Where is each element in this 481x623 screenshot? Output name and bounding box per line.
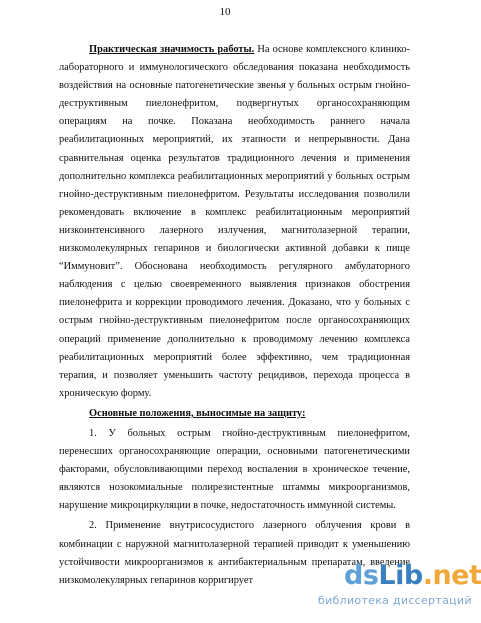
document-body bbox=[59, 41, 410, 590]
provision-item-1: 1. У больных острым гнойно-деструктивным пиелонефритом, перенесших органосохраняющие операции, основными патогенетическими факторами, обусловливающими переход воспаления в хроническое течение, являются нозокомиальные полирезистентные штаммы микроорганизмов, нарушение микроциркуляции в почке, недостаточность иммунной системы. bbox=[59, 427, 410, 512]
section-heading-practical: Практическая значимость работы. bbox=[89, 44, 255, 55]
defense-provisions-heading-line bbox=[59, 405, 410, 423]
practical-significance-text: На основе комплексного клинико-лабораторного и иммунологического обследования показана необходимость воздействия на основные патогенетические звенья у больных острым гнойно-деструктивным пиелонефритом, подвергнутых органосохраняющим операциям на почке. Показана необходимость раннего начала реабилитационных мероприятий, их этапности и непрерывности. Дана сравнительная оценка результатов традиционного лечения и применения дополнительно комплекса реабилитационных мероприятий у больных острым гнойно-деструктивным пиелонефритом. Результаты исследования позволили рекомендовать включение в комплекс реабилитационным мероприятий низкоинтенсивного лазерного излучения, магнитолазерной терапии, низкомолекулярных гепаринов и биологически активной добавки к пище “Иммуновит”. Обоснована необходимость регулярного амбулаторного наблюдения с целью своевременного выявления признаков обострения пиелонефрита и коррекции проводимого лечения. Доказано, что у больных с острым гнойно-деструктивным пиелонефритом после органосохраняющих операций применение дополнительно к проводимому лечению комплекса реабилитационных мероприятий более эффективно, чем традиционная терапия, и позволяет уменьшить частоту рецидивов, перехода процесса в хроническую форму. bbox=[59, 44, 410, 399]
watermark-logo-lib: Lib bbox=[378, 560, 423, 591]
page-number: 10 bbox=[219, 6, 231, 18]
watermark-logo-ds: ds bbox=[344, 560, 379, 591]
watermark-subtitle: библиотека диссертаций bbox=[318, 594, 472, 607]
watermark-logo bbox=[344, 560, 481, 592]
provision-item-2: 2. Применение внутрисосудистого лазерного облучения крови в комбинации с наружной магнитолазерной терапией приводит к уменьшению устойчивости микроорганизмов к антибактериальным препаратам, введение низкомолекулярных гепаринов корригирует bbox=[59, 520, 410, 586]
practical-significance-paragraph bbox=[59, 41, 410, 403]
section-heading-defense: Основные положения, выносимые на защиту: bbox=[89, 407, 306, 419]
watermark bbox=[318, 560, 481, 618]
watermark-logo-net: .net bbox=[422, 560, 481, 591]
